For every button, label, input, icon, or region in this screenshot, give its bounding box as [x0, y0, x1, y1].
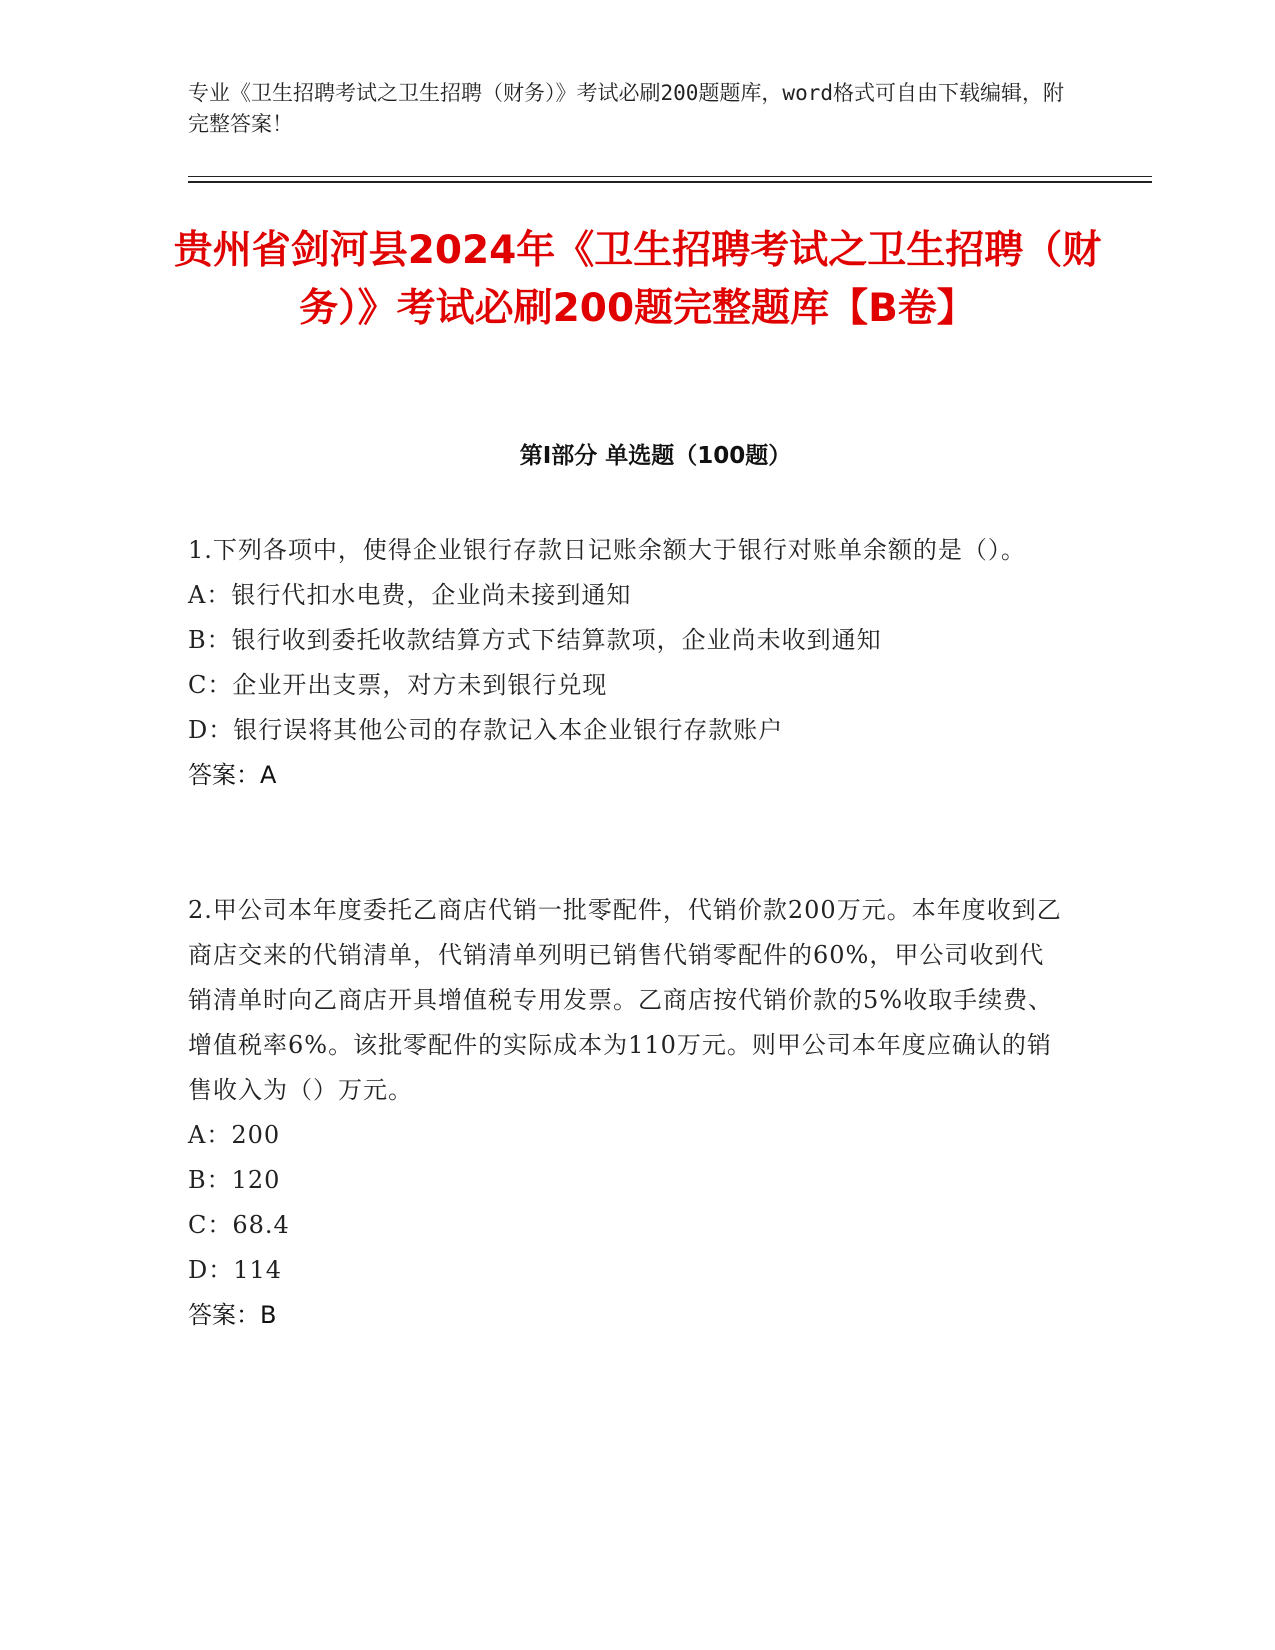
option-b: B：银行收到委托收款结算方式下结算款项，企业尚未收到通知: [188, 626, 882, 654]
option-a: A：银行代扣水电费，企业尚未接到通知: [188, 581, 632, 609]
header-note: 专业《卫生招聘考试之卫生招聘（财务）》考试必刷200题题库，word格式可自由下载编辑，附完整答案！: [188, 81, 1064, 136]
answer: 答案：A: [188, 761, 277, 789]
question-text: 2.甲公司本年度委托乙商店代销一批零配件，代销价款200万元。本年度收到乙商店交来的代销清单，代销清单列明已销售代销零配件的60%，甲公司收到代销清单时向乙商店开具增值税专用发票。乙商店按代销价款的5%收取手续费、增值税率6%。该批零配件的实际成本为110万元。则甲公司本年度应确认的销售收入为（）万元。: [188, 896, 1062, 1104]
option-c: C：企业开出支票，对方未到银行兑现: [188, 671, 608, 699]
option-d: D：114: [188, 1256, 283, 1284]
document-title: 贵州省剑河县2024年《卫生招聘考试之卫生招聘（财务）》考试必刷200题完整题库【B卷】: [173, 228, 1102, 331]
option-a: A：200: [188, 1121, 281, 1149]
header-divider-thin: [188, 176, 1152, 177]
option-d: D：银行误将其他公司的存款记入本企业银行存款账户: [188, 716, 784, 744]
question-text: 1.下列各项中，使得企业银行存款日记账余额大于银行对账单余额的是（）。: [188, 536, 1026, 564]
option-c: C：68.4: [188, 1211, 290, 1239]
header-divider-thick: [188, 181, 1152, 183]
question-1: [188, 528, 1068, 798]
question-2: [188, 888, 1068, 1338]
section-title: 第Ⅰ部分 单选题（100题）: [519, 443, 792, 469]
option-b: B：120: [188, 1166, 281, 1194]
answer: 答案：B: [188, 1301, 277, 1329]
